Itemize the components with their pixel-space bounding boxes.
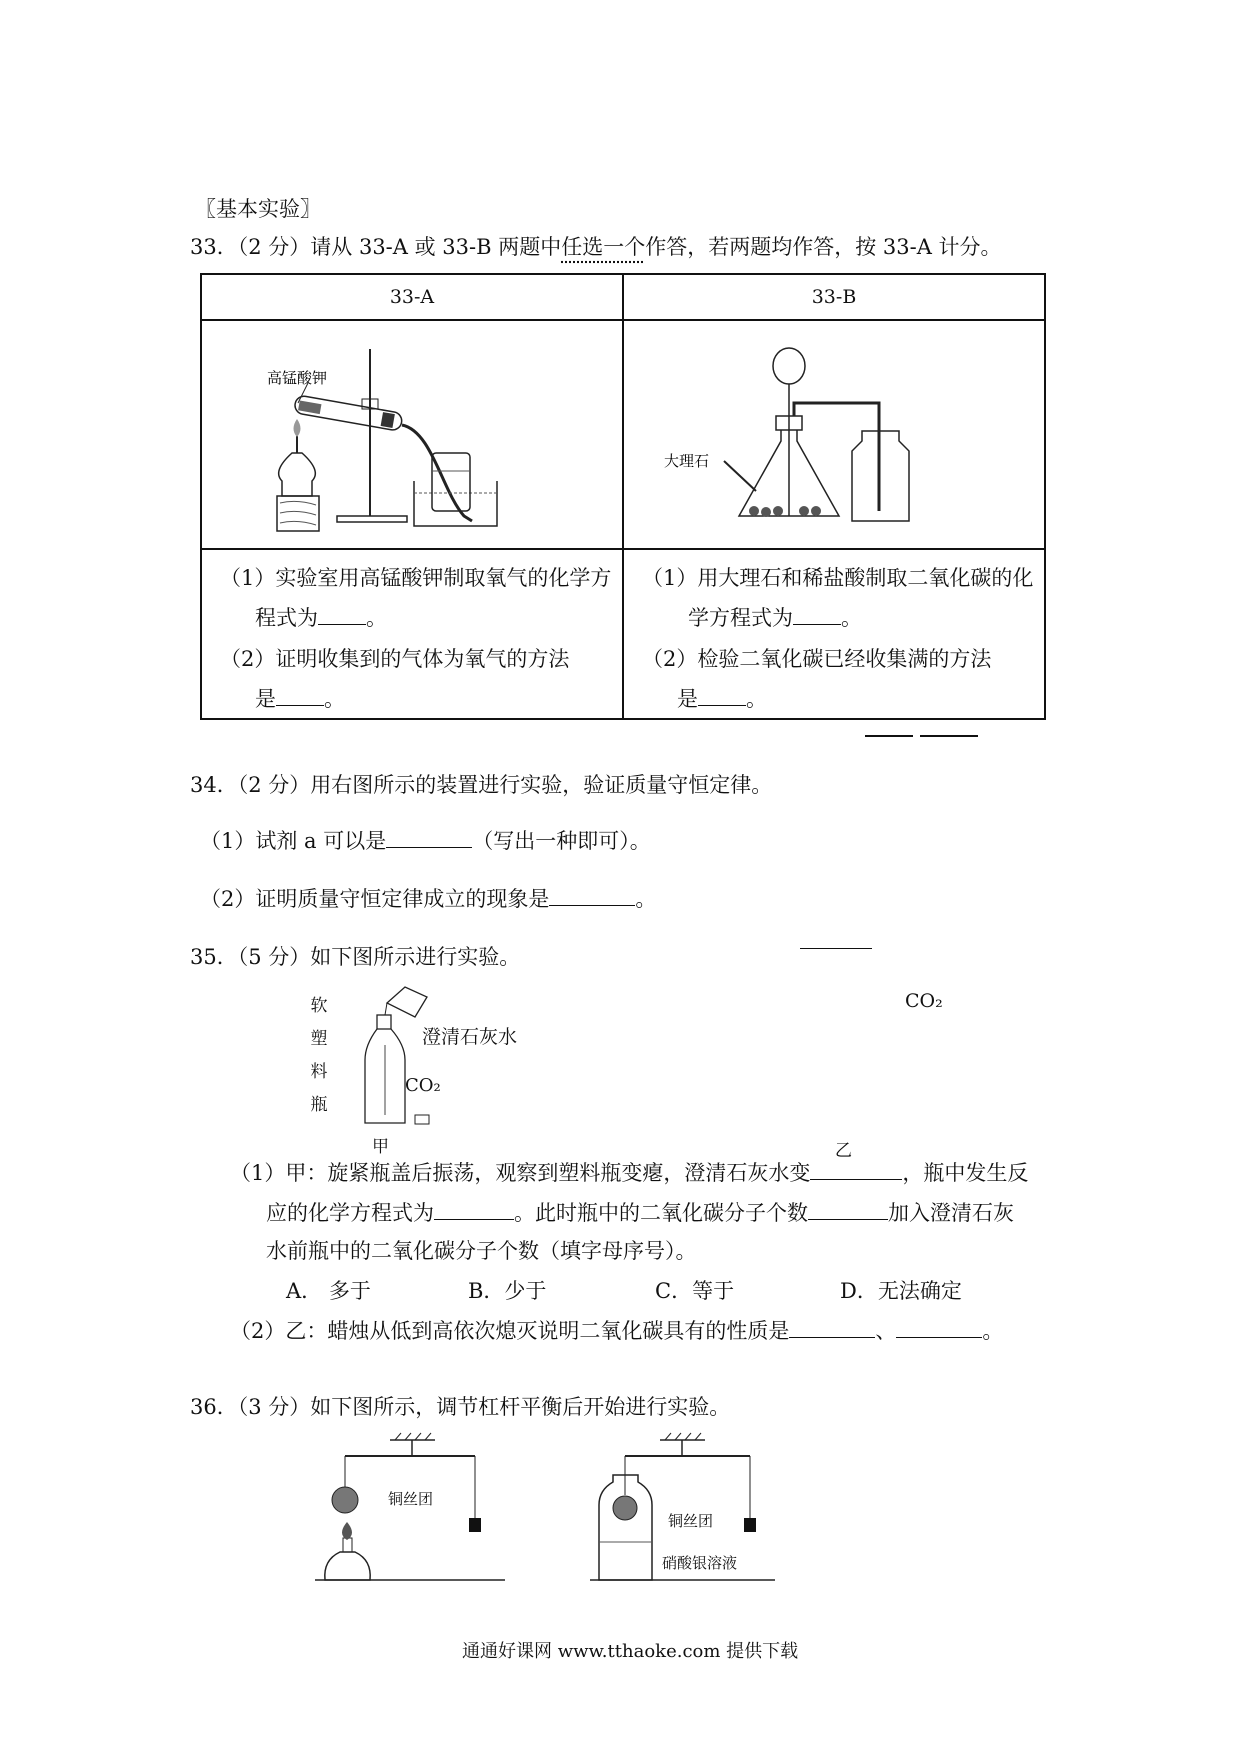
q33a-q1-prefix: 程式为 (255, 606, 318, 630)
q35-q1-l1-prefix: （1）甲：旋紧瓶盖后振荡，观察到塑料瓶变瘪，澄清石灰水变 (230, 1161, 811, 1185)
q34-q1 (200, 826, 651, 856)
q35-q2-mid: 、 (875, 1319, 897, 1343)
q33a-q2-line2 (255, 683, 345, 713)
q35-option-d[interactable]: D．无法确定 (840, 1279, 962, 1303)
q36-right-label2: 硝酸银溶液 (662, 1554, 738, 1572)
q34-q2-suffix: 。 (635, 887, 657, 911)
q33a-q1-blank[interactable] (318, 604, 366, 625)
q35-q2-blank1[interactable] (789, 1317, 875, 1338)
q34-q2-blank[interactable] (549, 885, 635, 906)
q34-q1-suffix: （写出一种即可）。 (472, 829, 651, 853)
q35-stem: 35．（5 分）如下图所示进行实验。 (190, 945, 521, 969)
q35-q1-l2-mid: 。此时瓶中的二氧化碳分子个数 (514, 1201, 808, 1225)
q34-q1-blank[interactable] (386, 827, 472, 848)
q33b-q2-prefix: 是 (677, 687, 698, 711)
q33-stem (190, 232, 1002, 262)
q35-q2-blank2[interactable] (896, 1317, 982, 1338)
q33b-q1-line2 (688, 602, 862, 632)
q33-text-after: 作答，若两题均作答，按 33-A 计分。 (645, 235, 1002, 259)
q33-number: 33． (190, 235, 238, 259)
q35-vlabel-2: 料 (310, 1062, 328, 1082)
q35-q1-l2-suffix: 加入澄清石灰 (888, 1201, 1014, 1225)
footer: 通通好课网 www.tthaoke.com 提供下载 (462, 1641, 799, 1662)
q35-vlabel-0: 软 (310, 996, 328, 1016)
q35-limewater-label: 澄清石灰水 (422, 1026, 518, 1048)
q33b-q2-suffix: 。 (746, 687, 767, 711)
stray-rule-2 (920, 735, 978, 737)
q33-figure-a (201, 320, 623, 549)
q35-vertical-label (308, 990, 330, 1122)
q35-q1-l2-prefix: 应的化学方程式为 (266, 1201, 434, 1225)
q35-caption-jia: 甲 (372, 1137, 389, 1157)
q35-q1-blank3[interactable] (808, 1199, 888, 1220)
q35-caption-yi: 乙 (835, 1141, 852, 1161)
q35-vlabel-3: 瓶 (310, 1095, 328, 1115)
q33-header-b: 33-B (623, 274, 1045, 320)
stray-rule-1 (865, 735, 913, 737)
q35-q1-blank1[interactable] (810, 1159, 902, 1180)
stray-rule-3 (800, 948, 872, 949)
q33a-q2-prefix: 是 (255, 687, 276, 711)
q35-q1-line2 (266, 1198, 1014, 1228)
q36-left-figure (315, 1430, 515, 1590)
q33b-q2-line2 (677, 683, 767, 713)
kmno4-label: 高锰酸钾 (267, 369, 328, 387)
q33a-q1-line1: （1）实验室用高锰酸钾制取氧气的化学方 (220, 566, 612, 590)
section-title: 〖基本实验〗 (195, 197, 321, 221)
q33a-q1-line2 (255, 602, 387, 632)
q35-q1-line3: 水前瓶中的二氧化碳分子个数（填字母序号）。 (266, 1239, 697, 1263)
q33b-q1-blank[interactable] (793, 604, 841, 625)
q33a-q2-blank[interactable] (276, 685, 324, 706)
q33b-q2-blank[interactable] (698, 685, 746, 706)
q33-score: （2 分） (237, 235, 311, 259)
co2-apparatus-figure (624, 321, 1044, 544)
q33-emphasis: 任选一个 (561, 235, 646, 259)
q35-q2-suffix: 。 (982, 1319, 1004, 1343)
q33-text-before: 请从 33-A 或 33-B 两题中 (310, 235, 562, 259)
q35-co2-label: CO₂ (405, 1075, 441, 1096)
q34-q2-prefix: （2）证明质量守恒定律成立的现象是 (200, 887, 550, 911)
q33b-q1-line1: （1）用大理石和稀盐酸制取二氧化碳的化 (642, 566, 1034, 590)
q35-option-c[interactable]: C．等于 (655, 1279, 735, 1303)
q33a-q2-line1: （2）证明收集到的气体为氧气的方法 (220, 647, 570, 671)
q35-vlabel-1: 塑 (310, 1029, 328, 1049)
q33-questions-b (623, 549, 1045, 719)
q34-q2 (200, 884, 656, 914)
q35-bottle-figure (355, 975, 435, 1130)
q36-left-label: 铜丝团 (388, 1490, 434, 1508)
q35-option-b[interactable]: B．少于 (468, 1279, 547, 1303)
q35-q2 (230, 1316, 1003, 1346)
q34-q1-prefix: （1）试剂 a 可以是 (200, 829, 387, 853)
q33b-q1-prefix: 学方程式为 (688, 606, 793, 630)
q35-option-a[interactable]: A． 多于 (286, 1279, 371, 1303)
q33b-q2-line1: （2）检验二氧化碳已经收集满的方法 (642, 647, 992, 671)
q35-q2-prefix: （2）乙：蜡烛从低到高依次熄灭说明二氧化碳具有的性质是 (230, 1319, 790, 1343)
q35-right-co2: CO₂ (905, 990, 943, 1012)
q33a-q1-suffix: 。 (366, 606, 387, 630)
q33-table (200, 273, 1046, 720)
marble-label: 大理石 (664, 452, 710, 470)
q36-stem: 36．（3 分）如下图所示，调节杠杆平衡后开始进行实验。 (190, 1395, 731, 1419)
q33b-q1-suffix: 。 (841, 606, 862, 630)
q35-q1-blank2[interactable] (434, 1199, 514, 1220)
q33-questions-a (201, 549, 623, 719)
q33-header-a: 33-A (201, 274, 623, 320)
q34-stem: 34．（2 分）用右图所示的装置进行实验，验证质量守恒定律。 (190, 773, 773, 797)
q33a-q2-suffix: 。 (324, 687, 345, 711)
q35-q1-line1 (230, 1158, 1028, 1188)
q35-q1-l1-suffix: ，瓶中发生反 (902, 1161, 1029, 1185)
q36-right-label1: 铜丝团 (668, 1512, 714, 1530)
q33-figure-b (623, 320, 1045, 549)
kmno4-apparatus-figure (202, 321, 622, 544)
